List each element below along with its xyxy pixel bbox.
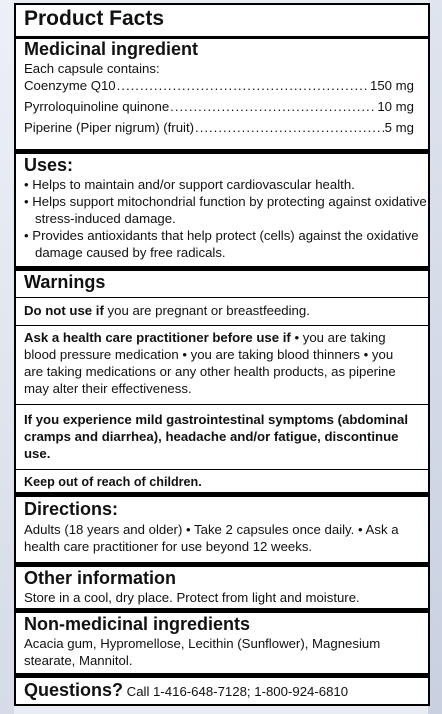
warnings-section	[16, 272, 428, 293]
non-medicinal-text: Acacia gum, Hypromellose, Lecithin (Sunflower), Magnesium stearate, Mannitol.	[24, 636, 381, 668]
panel-title: Product Facts	[24, 7, 165, 30]
background-left	[0, 0, 14, 714]
background-right	[428, 0, 442, 714]
other-info-text: Store in a cool, dry place. Protect from light and moisture.	[24, 590, 360, 605]
ask-practitioner-text: • you are taking blood pressure medication • you are taking blood thinners • you are taking medications or any other health products, as piperine may alter their effectiveness.	[24, 330, 396, 396]
directions-section	[16, 499, 428, 555]
leader-dots	[170, 98, 376, 115]
questions-text: Call 1-416-648-7128; 1-800-924-6810	[123, 684, 349, 699]
title-section	[16, 7, 428, 31]
medicinal-intro: Each capsule contains:	[24, 61, 160, 76]
leader-dots	[117, 77, 369, 94]
non-medicinal-heading: Non-medicinal ingredients	[24, 614, 251, 634]
medicinal-heading: Medicinal ingredient	[24, 39, 199, 59]
ingredient-amount: 10 mg	[377, 99, 414, 114]
medicinal-section	[16, 39, 428, 136]
warnings-heading: Warnings	[24, 272, 106, 292]
uses-item: • Provides antioxidants that help protect (cells) against the oxidative damage caused by free radicals.	[24, 228, 419, 260]
gi-warning-block	[16, 411, 428, 462]
section-rule	[16, 266, 428, 271]
directions-heading: Directions:	[24, 499, 119, 519]
section-rule	[16, 149, 428, 154]
section-rule	[16, 673, 428, 678]
ingredient-amount: 5 mg	[384, 120, 414, 135]
warnings-rule	[16, 404, 428, 405]
uses-section	[16, 155, 428, 261]
directions-text: Adults (18 years and older) • Take 2 capsules once daily. • Ask a health care practitioner for use beyond 12 weeks.	[24, 522, 399, 554]
keep-out-block	[16, 474, 428, 491]
uses-item: • Helps support mitochondrial function by protecting against oxidative stress-induced damage.	[24, 194, 427, 226]
section-rule	[16, 608, 428, 613]
section-rule	[16, 562, 428, 567]
other-info-section	[16, 568, 428, 606]
uses-item: • Helps to maintain and/or support cardiovascular health.	[24, 177, 355, 192]
questions-label: Questions?	[24, 680, 124, 700]
warnings-rule	[16, 297, 428, 298]
ingredient-name: Coenzyme Q10	[24, 78, 116, 93]
leader-dots	[195, 119, 384, 136]
ingredient-row	[24, 98, 428, 115]
uses-heading: Uses:	[24, 155, 74, 175]
keep-out-text: Keep out of reach of children.	[24, 475, 202, 489]
ingredient-amount: 150 mg	[370, 78, 414, 93]
ask-practitioner-block	[16, 329, 428, 397]
product-facts-panel	[14, 3, 430, 706]
ingredient-name: Piperine (Piper nigrum) (fruit)	[24, 120, 195, 135]
other-info-heading: Other information	[24, 568, 176, 588]
warnings-rule	[16, 325, 428, 326]
questions-section	[16, 680, 428, 701]
ingredient-name: Pyrroloquinoline quinone	[24, 99, 170, 114]
ingredient-row	[24, 77, 428, 94]
warnings-rule	[16, 469, 428, 470]
do-not-use-text: you are pregnant or breastfeeding.	[103, 303, 310, 318]
ingredient-row	[24, 119, 428, 136]
gi-warning-text: If you experience mild gastrointestinal symptoms (abdominal cramps and diarrhea), headache and/or fatigue, discontinue use.	[24, 412, 408, 461]
do-not-use-label: Do not use if	[24, 303, 104, 318]
section-rule	[16, 492, 428, 497]
do-not-use-block	[16, 302, 428, 319]
non-medicinal-section	[16, 614, 428, 669]
ask-practitioner-label: Ask a health care practitioner before use if	[24, 330, 291, 345]
